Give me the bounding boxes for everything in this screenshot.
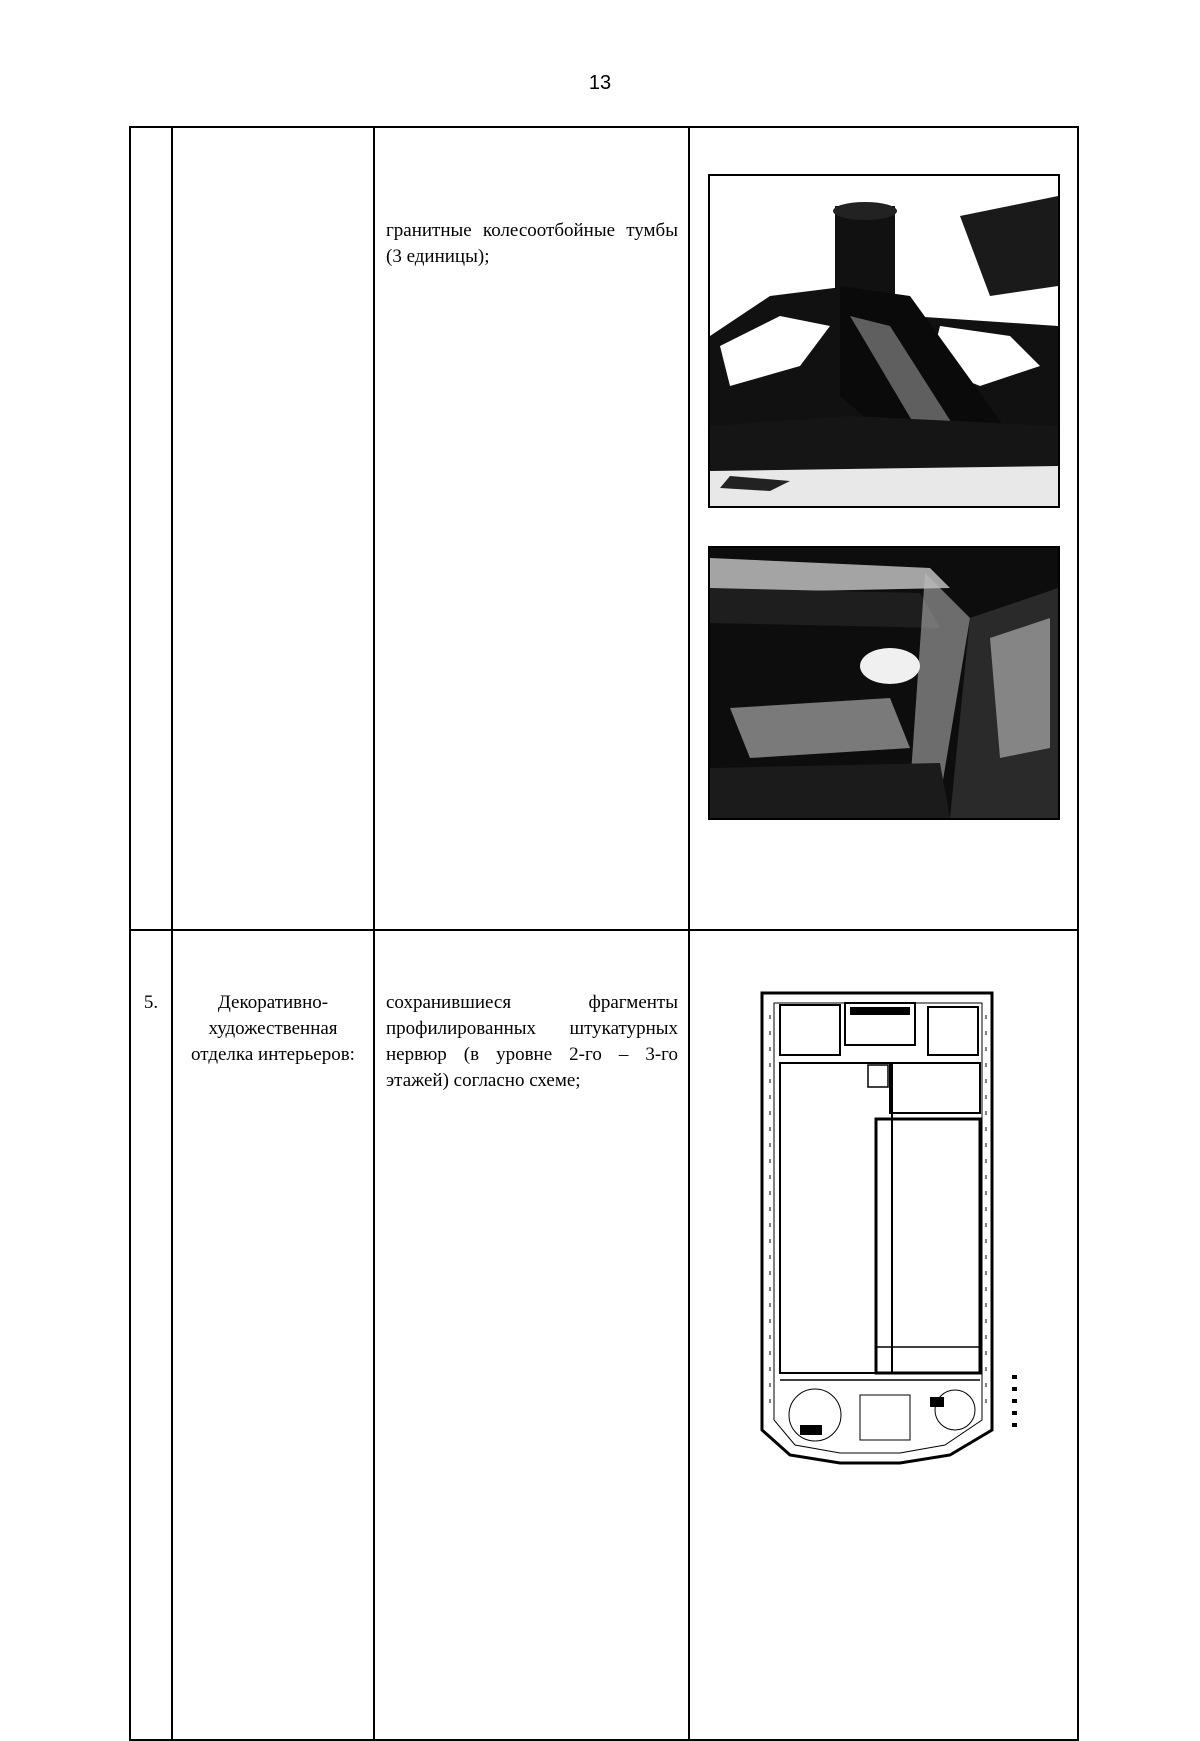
granite-bollard-photo: [708, 174, 1060, 508]
row-number-cell: [130, 127, 172, 930]
row-number-cell: 5.: [130, 930, 172, 1740]
table-row: [130, 930, 1078, 1740]
stone-curb-photo: [708, 546, 1060, 820]
table-row: [130, 127, 1078, 930]
page-number: 13: [588, 72, 612, 94]
item-name-cell: Декоративно-художественная отделка интерьеров:: [172, 930, 374, 1740]
item-description-cell: [374, 930, 689, 1740]
item-plan-cell: [689, 930, 1078, 1740]
item-photo-cell: [689, 127, 1078, 930]
item-description: гранитные колесоотбойные тумбы (3 единицы);: [386, 220, 678, 267]
item-description-cell: [374, 127, 689, 930]
heritage-items-table: [129, 126, 1079, 1741]
item-description: сохранившиеся фрагменты профилированных штукатурных нервюр (в уровне 2-го – 3-го этажей) согласно схеме;: [386, 992, 678, 1091]
floor-plan-scheme: [750, 985, 1040, 1475]
item-name-cell: [172, 127, 374, 930]
